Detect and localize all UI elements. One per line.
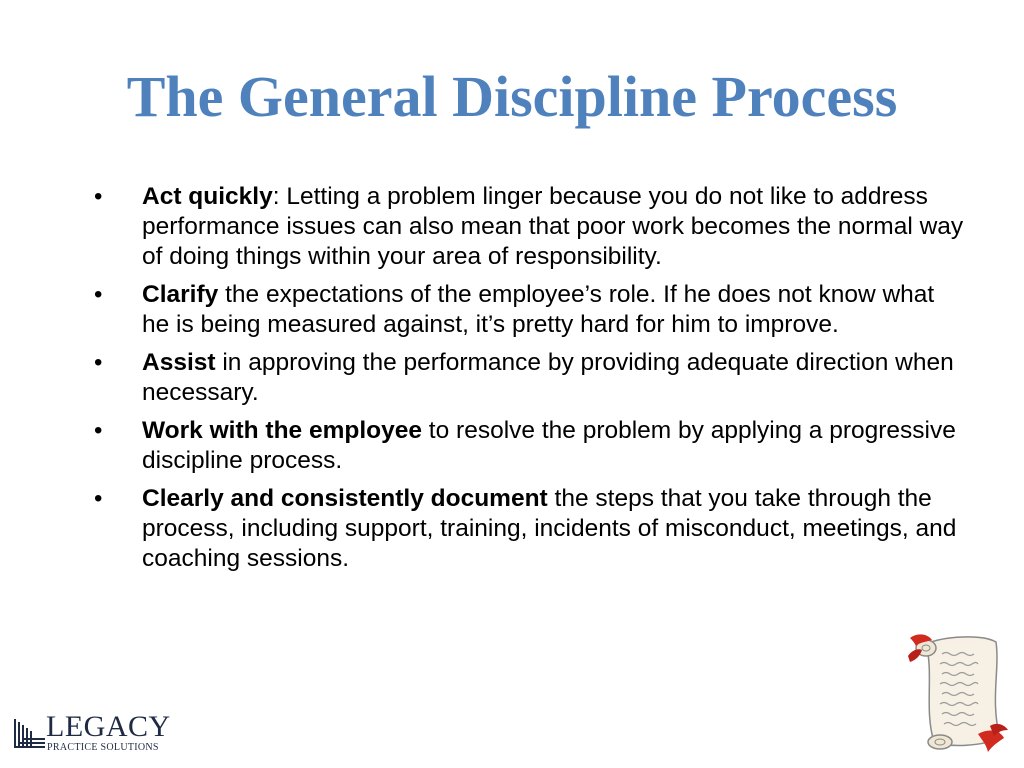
bullet-keyword: Assist xyxy=(142,349,216,376)
logo-name: LEGACY xyxy=(46,710,171,743)
bullet-text: the steps that you take through the process, including support, training, incidents of misconduct, meetings, and coaching sessions. xyxy=(142,485,957,572)
bullet-text: in approving the performance by providing adequate direction when necessary. xyxy=(142,349,954,406)
logo-tagline: PRACTICE SOLUTIONS xyxy=(47,742,159,753)
bullet-keyword: Clarify xyxy=(142,281,219,308)
bullet-dot: • xyxy=(94,349,103,376)
bullet-item xyxy=(86,416,966,476)
bullet-text: to resolve the problem by applying a progressive discipline process. xyxy=(142,417,956,474)
scroll-icon xyxy=(904,630,1012,758)
bullet-dot: • xyxy=(94,183,103,210)
bullet-keyword: Work with the employee xyxy=(142,417,422,444)
bullet-text: the expectations of the employee’s role. If he does not know what he is being measured against, it’s pretty hard for him to improve. xyxy=(142,281,935,338)
bullet-dot: • xyxy=(94,281,103,308)
bullet-item xyxy=(86,280,966,340)
bullet-text: : Letting a problem linger because you do not like to address performance issues can also mean that poor work becomes the normal way of doing things within your area of responsibility. xyxy=(142,183,964,270)
slide-title: The General Discipline Process xyxy=(126,64,898,129)
bullet-item xyxy=(86,348,966,408)
bullet-list xyxy=(86,182,966,582)
bullet-keyword: Clearly and consistently document xyxy=(142,485,548,512)
stacked-bars-logo-icon xyxy=(12,716,46,750)
bullet-item xyxy=(86,484,966,574)
bullet-dot: • xyxy=(94,417,103,444)
bullet-item xyxy=(86,182,966,272)
bullet-keyword: Act quickly xyxy=(142,183,273,210)
bullet-dot: • xyxy=(94,485,103,512)
legacy-logo xyxy=(12,712,172,756)
